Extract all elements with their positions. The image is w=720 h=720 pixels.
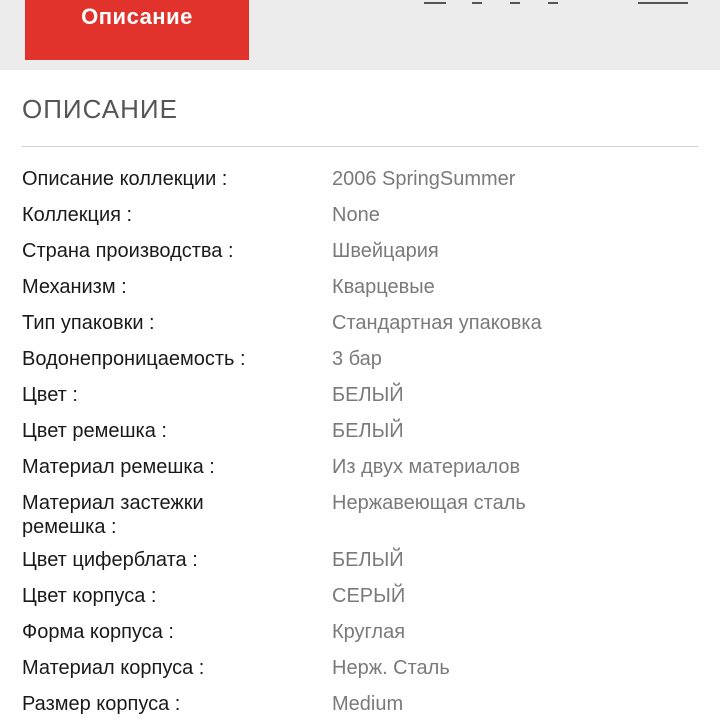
spec-label: Форма корпуса : bbox=[22, 621, 174, 643]
spec-label: Описание коллекции : bbox=[22, 168, 228, 190]
spec-row bbox=[22, 347, 702, 371]
spec-row bbox=[22, 491, 702, 539]
spec-value: Из двух материалов bbox=[332, 456, 521, 478]
spec-row bbox=[22, 311, 702, 335]
spec-value: Кварцевые bbox=[332, 276, 435, 298]
header-icons bbox=[420, 0, 700, 4]
spec-value: Круглая bbox=[332, 621, 406, 643]
spec-label: Коллекция : bbox=[22, 204, 133, 226]
spec-row bbox=[22, 239, 702, 263]
spec-label: Цвет : bbox=[22, 384, 78, 406]
spec-value: БЕЛЫЙ bbox=[332, 549, 404, 571]
spec-value: СЕРЫЙ bbox=[332, 585, 406, 607]
tab-description[interactable]: Описание bbox=[25, 0, 249, 60]
spec-label: Размер корпуса : bbox=[22, 693, 181, 715]
tab-bar bbox=[0, 0, 720, 70]
wishlist-icon[interactable] bbox=[548, 0, 558, 4]
spec-row bbox=[22, 167, 702, 191]
spec-row bbox=[22, 383, 702, 407]
spec-row bbox=[22, 203, 702, 227]
spec-label: Материал ремешка : bbox=[22, 456, 215, 478]
spec-label: Механизм : bbox=[22, 276, 127, 298]
spec-value: Нержавеющая сталь bbox=[332, 492, 526, 514]
menu-icon[interactable] bbox=[424, 0, 446, 4]
spec-label: Страна производства : bbox=[22, 240, 234, 262]
account-icon[interactable] bbox=[510, 0, 520, 4]
spec-value: 2006 SpringSummer bbox=[332, 168, 516, 190]
spec-row bbox=[22, 692, 702, 716]
spec-value: Стандартная упаковка bbox=[332, 312, 542, 334]
spec-label: Материал застежки ремешка : bbox=[22, 492, 204, 538]
spec-row bbox=[22, 275, 702, 299]
search-icon[interactable] bbox=[472, 0, 482, 4]
spec-value: None bbox=[332, 204, 380, 226]
spec-value: БЕЛЫЙ bbox=[332, 384, 404, 406]
spec-value: Medium bbox=[332, 693, 404, 715]
spec-label: Материал корпуса : bbox=[22, 657, 205, 679]
spec-row bbox=[22, 548, 702, 572]
spec-value: БЕЛЫЙ bbox=[332, 420, 404, 442]
spec-value: Нерж. Сталь bbox=[332, 657, 450, 679]
spec-label: Тип упаковки : bbox=[22, 312, 155, 334]
spec-list bbox=[22, 167, 702, 720]
spec-label: Водонепроницаемость : bbox=[22, 348, 246, 370]
spec-row bbox=[22, 620, 702, 644]
spec-label: Цвет корпуса : bbox=[22, 585, 157, 607]
section-title: ОПИСАНИЕ bbox=[22, 94, 178, 124]
spec-row bbox=[22, 455, 702, 479]
spec-label: Цвет ремешка : bbox=[22, 420, 167, 442]
spec-row bbox=[22, 584, 702, 608]
cart-icon[interactable] bbox=[638, 0, 688, 4]
spec-value: 3 бар bbox=[332, 348, 382, 370]
spec-row bbox=[22, 419, 702, 443]
section-divider bbox=[22, 146, 698, 147]
spec-row bbox=[22, 656, 702, 680]
spec-label: Цвет циферблата : bbox=[22, 549, 198, 571]
spec-value: Швейцария bbox=[332, 240, 439, 262]
